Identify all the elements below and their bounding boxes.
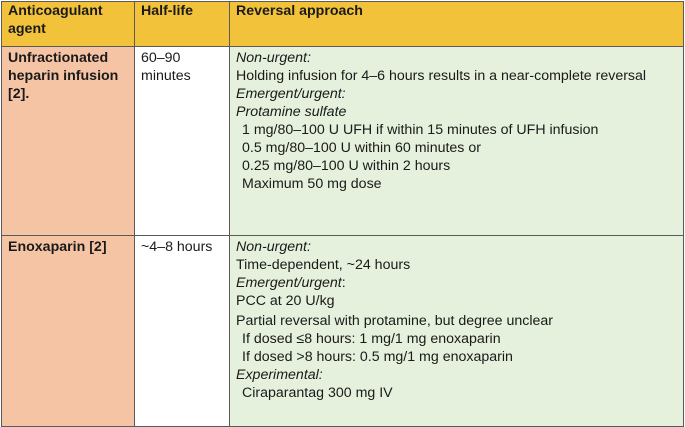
- emergent-label: Emergent/urgent:: [236, 86, 346, 102]
- agent-cell: Unfractionated heparin infusion [2].: [2, 47, 135, 236]
- header-row: [2, 2, 684, 47]
- table-row: [2, 47, 684, 236]
- half-life-cell: 60–90 minutes: [135, 47, 230, 236]
- reversal-cell: [230, 47, 684, 236]
- dosing-line: 0.5 mg/80–100 U within 60 minutes or: [242, 140, 481, 156]
- emergent-label: Emergent/urgent: [236, 275, 342, 291]
- drug-label: Protamine sulfate: [236, 104, 347, 120]
- nonurgent-text: Holding infusion for 4–6 hours results in a near-complete reversal: [236, 68, 647, 84]
- nonurgent-text: Time-dependent, ~24 hours: [236, 257, 411, 273]
- table-row: [2, 236, 684, 427]
- nonurgent-label: Non-urgent:: [236, 239, 311, 255]
- experimental-text: Ciraparantag 300 mg IV: [242, 385, 393, 401]
- nonurgent-label: Non-urgent:: [236, 50, 311, 66]
- pcc-text: PCC at 20 U/kg: [236, 293, 335, 309]
- header-agent: Anticoagulant agent: [2, 2, 135, 47]
- emergent-label-line: [236, 274, 683, 292]
- anticoagulant-reversal-table: [1, 1, 684, 427]
- agent-cell: Enoxaparin [2]: [2, 236, 135, 427]
- emergent-colon: :: [341, 275, 346, 291]
- reversal-cell: [230, 236, 684, 427]
- dosing-line: If dosed >8 hours: 0.5 mg/1 mg enoxaparin: [242, 349, 513, 365]
- dosing-line: 0.25 mg/80–100 U within 2 hours: [242, 158, 451, 174]
- header-reversal: Reversal approach: [230, 2, 684, 47]
- half-life-cell: ~4–8 hours: [135, 236, 230, 427]
- partial-text: Partial reversal with protamine, but degree unclear: [236, 313, 554, 329]
- header-half-life: Half-life: [135, 2, 230, 47]
- experimental-label: Experimental:: [236, 367, 323, 383]
- dosing-line: Maximum 50 mg dose: [242, 176, 382, 192]
- dosing-line: 1 mg/80–100 U UFH if within 15 minutes of UFH infusion: [242, 122, 599, 138]
- dosing-line: If dosed ≤8 hours: 1 mg/1 mg enoxaparin: [242, 331, 501, 347]
